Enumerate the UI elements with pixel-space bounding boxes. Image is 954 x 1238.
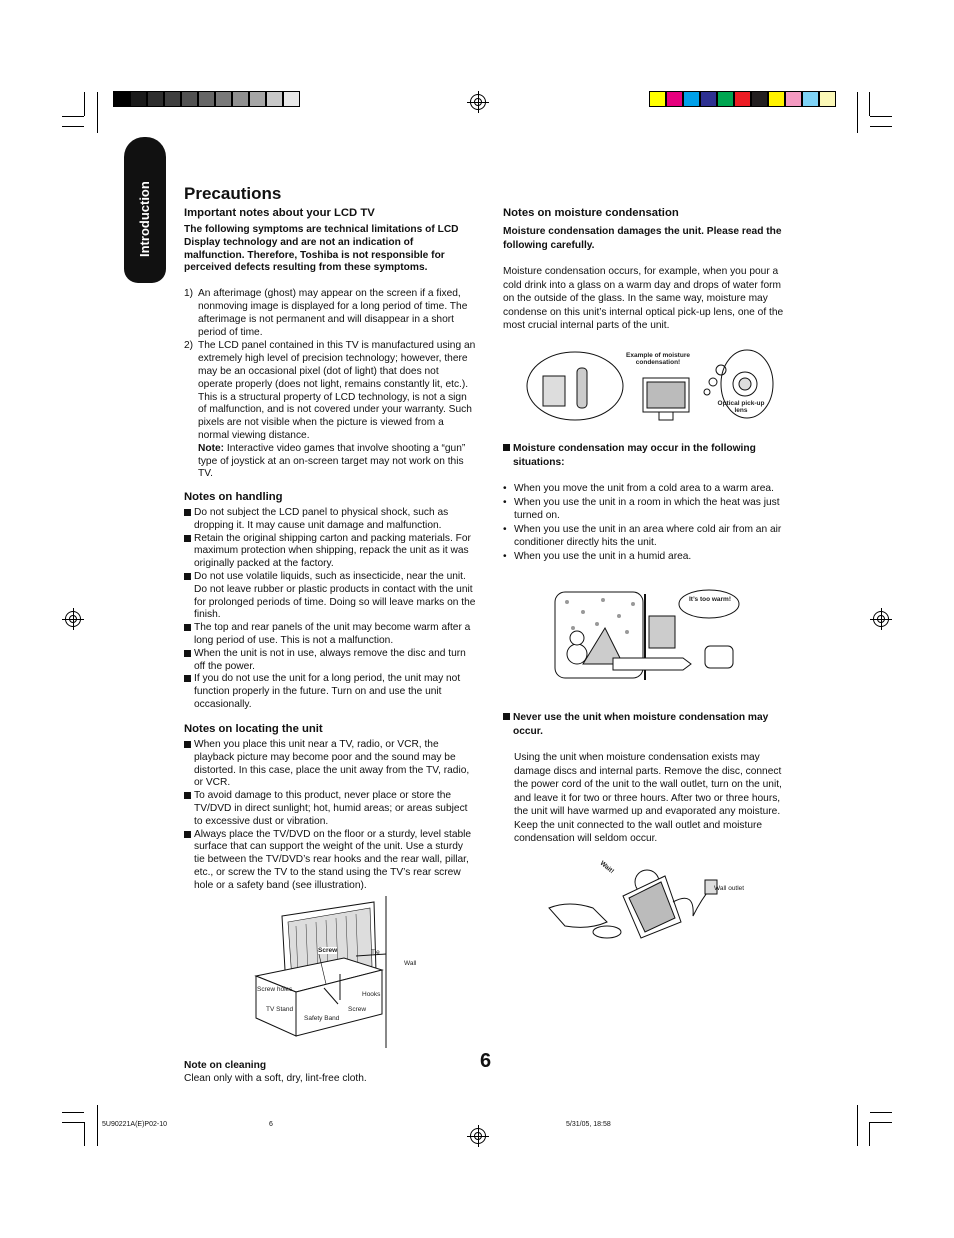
page-number: 6: [480, 1050, 492, 1072]
list-item: Do not use volatile liquids, such as insecticide, near the unit. Do not leave rubber or plastic products in contact with the unit for prolonged periods of time. Doing so will leave marks on the finish.: [184, 571, 476, 622]
calibration-swatch: [717, 91, 734, 107]
list-item: [184, 288, 476, 339]
crop-mark: [869, 1122, 870, 1146]
calibration-swatch: [734, 91, 751, 107]
footer-code: 5U90221A(E)P02-10: [102, 1121, 167, 1128]
calibration-swatch: [768, 91, 785, 107]
registration-mark-icon: [873, 611, 889, 627]
label-screw-top: Screw: [318, 947, 338, 954]
crop-mark: [870, 1122, 892, 1123]
situations-heading: Moisture condensation may occur in the following situations:: [503, 442, 795, 469]
label-optical-lens: Optical pick-up lens: [717, 400, 765, 414]
moisture-example-illustration: [525, 348, 775, 426]
situations-list: [503, 482, 795, 563]
list-item: When you place this unit near a TV, radio, or VCR, the playback picture may become poor and the sound may be distorted. In this case, place the unit away from the TV, radio, or VCR.: [184, 739, 476, 790]
calibration-swatch: [819, 91, 836, 107]
calibration-swatch: [683, 91, 700, 107]
crop-mark: [870, 1112, 892, 1113]
list-item: If you do not use the unit for a long period, the unit may not function properly in the future. Turn on and use the unit occasionally.: [184, 673, 476, 711]
moisture-warning: Moisture condensation damages the unit. Please read the following carefully.: [503, 226, 782, 251]
registration-mark-icon: [65, 611, 81, 627]
crop-mark: [870, 116, 892, 117]
list-item: Do not subject the LCD panel to physical shock, such as dropping it. It may cause unit damage and malfunction.: [184, 507, 476, 533]
lcd-notes-heading: Important notes about your LCD TV: [184, 207, 375, 219]
list-item: Retain the original shipping carton and packing materials. For maximum protection when shipping, repack the unit as it was originally packed at the factory.: [184, 533, 476, 571]
situations-section: [503, 442, 795, 563]
calibration-swatch: [802, 91, 819, 107]
label-screw-bottom: Screw: [348, 1006, 367, 1013]
calibration-swatch: [266, 91, 283, 107]
never-use-heading: Never use the unit when moisture condensation may occur.: [503, 711, 795, 738]
handling-list: [184, 507, 476, 712]
handling-section: [184, 491, 476, 712]
crop-mark: [62, 1112, 84, 1113]
crop-mark: [84, 92, 85, 116]
moisture-heading: Notes on moisture condensation: [503, 207, 679, 219]
locating-list: [184, 739, 476, 893]
label-tie: Tie: [371, 949, 380, 956]
list-item: When the unit is not in use, always remove the disc and turn off the power.: [184, 648, 476, 674]
wall-outlet-illustration: [545, 856, 765, 942]
label-wait: Wait!: [598, 859, 616, 876]
crop-mark: [62, 116, 84, 117]
note-text: Interactive video games that involve shooting a “gun” type of joystick at an on-screen target may not work on this TV.: [198, 442, 466, 480]
cleaning-text: Clean only with a soft, dry, lint-free cloth.: [184, 1072, 367, 1084]
moisture-para: Moisture condensation occurs, for example, when you pour a cold drink into a glass on a warm day and drops of water form on the outside of the glass. In the same way, moisture may condense on this unit’s internal optical pick-up lens, one of the most crucial internal parts of the unit.: [503, 266, 784, 331]
list-item: • When you use the unit in an area where cold air from an air conditioner directly hits the unit.: [503, 523, 795, 550]
label-wall: Wall: [404, 960, 417, 967]
calibration-swatch: [181, 91, 198, 107]
calibration-swatch: [283, 91, 300, 107]
crop-mark: [857, 1105, 858, 1146]
calibration-swatch: [751, 91, 768, 107]
calibration-swatch: [666, 91, 683, 107]
calibration-swatch: [147, 91, 164, 107]
moisture-section: [503, 207, 795, 333]
list-text: The LCD panel contained in this TV is manufactured using an extremely high level of precision technology; however, there may be an occasional pixel (dot of light) that does not operate properly (does not light, remains constantly lit, etc.). This is a structural property of LCD technology, is not a sign of malfunction, and is not covered under your warranty. Such pixels are not visible when the picture is viewed from a normal viewing distance.: [198, 340, 476, 441]
lcd-notes-list: [184, 288, 476, 481]
calibration-swatch: [649, 91, 666, 107]
locating-section: [184, 723, 476, 893]
registration-mark-icon: [470, 94, 486, 110]
crop-mark: [84, 1122, 85, 1146]
calibration-swatch: [164, 91, 181, 107]
calibration-swatch: [130, 91, 147, 107]
label-tv-stand: TV Stand: [266, 1006, 294, 1013]
calibration-swatch: [249, 91, 266, 107]
list-text: An afterimage (ghost) may appear on the screen if a fixed, nonmoving image is displayed for a long period of time. The afterimage is not permanent and will disappear in a short period of time.: [198, 288, 468, 338]
list-number: 2): [184, 340, 194, 352]
footer-date: 5/31/05, 18:58: [566, 1121, 611, 1128]
label-hooks: Hooks: [362, 991, 381, 998]
calibration-swatch: [215, 91, 232, 107]
lcd-intro: The following symptoms are technical limitations of LCD Display technology and are not an indication of malfunction. Therefore, Toshiba is not responsible for perceived defects resulting from these symptoms.: [184, 224, 459, 274]
label-safety-band: Safety Band: [304, 1015, 340, 1022]
crop-mark: [97, 1105, 98, 1146]
label-wall-outlet: Wall outlet: [714, 885, 745, 892]
never-use-section: [503, 711, 795, 846]
lcd-notes-section: [184, 207, 476, 481]
crop-mark: [857, 92, 858, 133]
list-item: • When you move the unit from a cold area to a warm area.: [503, 482, 795, 496]
label-screw-holes: Screw holes: [257, 986, 293, 993]
calibration-swatch: [198, 91, 215, 107]
list-item: • When you use the unit in a room in which the heat was just turned on.: [503, 496, 795, 523]
page-title: Precautions: [184, 184, 282, 203]
calibration-swatch: [785, 91, 802, 107]
cold-warm-illustration: [553, 588, 743, 680]
never-use-text: Using the unit when moisture condensation exists may damage discs and internal parts. Remove the disc, connect the power cord of the unit to the wall outlet, turn on the unit, and leave it for two or three hours. After two or three hours, the unit will have warmed up and evaporated any moisture. Keep the unit connected to the wall outlet and moisture condensation will seldom occur.: [514, 752, 782, 844]
calibration-swatch: [700, 91, 717, 107]
locating-heading: Notes on locating the unit: [184, 723, 323, 735]
note-label: Note:: [198, 442, 225, 454]
list-number: 1): [184, 288, 194, 300]
list-item: [184, 340, 476, 481]
crop-mark: [62, 126, 84, 127]
tv-stand-drawing: [252, 896, 412, 1048]
list-item: • When you use the unit in a humid area.: [503, 550, 795, 564]
list-item: The top and rear panels of the unit may become warm after a long period of use. This is not a malfunction.: [184, 622, 476, 648]
label-moisture-example: Example of moisture condensation!: [626, 352, 690, 366]
crop-mark: [62, 1122, 84, 1123]
crop-mark: [870, 126, 892, 127]
section-tab: [124, 137, 166, 283]
wall-outlet-drawing: [545, 856, 765, 942]
cleaning-heading: Note on cleaning: [184, 1060, 267, 1071]
crop-mark: [869, 92, 870, 116]
list-item: Always place the TV/DVD on the floor or a sturdy, level stable surface that can support the weight of the unit. Use a sturdy tie between the TV/DVD’s rear hooks and the rear wall, pillar, etc., or screw the TV to the stand using the TV’s rear screw hole or a safety band (see illustration).: [184, 829, 476, 893]
cleaning-section: [184, 1060, 474, 1086]
tv-stand-illustration: [252, 896, 417, 1048]
calibration-swatch: [113, 91, 130, 107]
section-tab-label: Introduction: [137, 181, 152, 257]
calibration-swatch: [232, 91, 249, 107]
handling-heading: Notes on handling: [184, 491, 283, 503]
crop-mark: [97, 92, 98, 133]
footer-page: 6: [269, 1121, 273, 1128]
label-too-warm: It’s too warm!: [688, 596, 731, 603]
list-item: To avoid damage to this product, never place or store the TV/DVD in direct sunlight; hot, humid areas; or areas subject to excessive dust or vibration.: [184, 790, 476, 828]
registration-mark-icon: [470, 1128, 486, 1144]
